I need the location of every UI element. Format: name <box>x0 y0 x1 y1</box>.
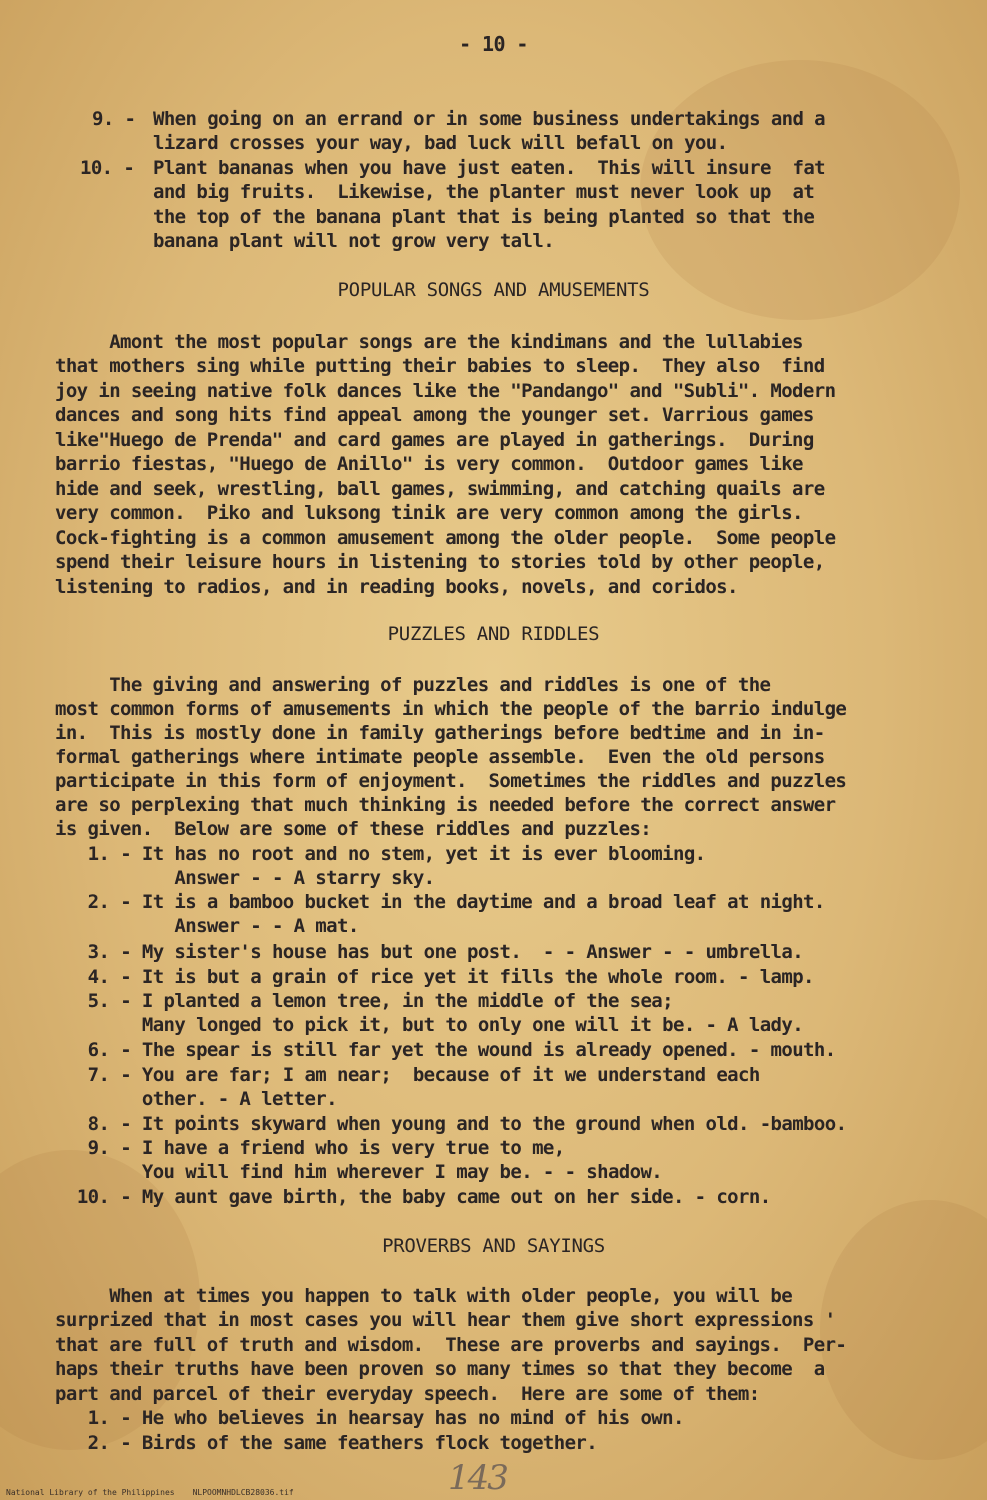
riddle-answer: Answer - - A starry sky. <box>66 867 435 889</box>
riddle-line: 6. - The spear is still far yet the wound is already opened. - mouth. <box>66 1039 836 1061</box>
paragraph-line: dances and song hits find appeal among the younger set. Varrious games <box>55 404 814 426</box>
paragraph-line: joy in seeing native folk dances like the "Pandango" and "Subli". Modern <box>55 380 836 402</box>
paragraph-line: like"Huego de Prenda" and card games are played in gatherings. During <box>55 429 814 451</box>
paragraph-line: that mothers sing while putting their babies to sleep. They also find <box>55 355 825 377</box>
riddle-answer: Answer - - A mat. <box>66 915 359 937</box>
paragraph-line: that are full of truth and wisdom. These are proverbs and sayings. Per- <box>55 1334 847 1356</box>
paragraph-line: most common forms of amusements in which the people of the barrio indulge <box>55 698 847 720</box>
paragraph-line: part and parcel of their everyday speech. Here are some of them: <box>55 1383 760 1405</box>
footer-library: National Library of the Philippines <box>6 1488 175 1497</box>
paragraph-line: very common. Piko and luksong tinik are very common among the girls. <box>55 502 803 524</box>
section-heading: PROVERBS AND SAYINGS <box>382 1235 605 1257</box>
paragraph-line: haps their truths have been proven so many times so that they become a <box>55 1358 825 1380</box>
paragraph-line: formal gatherings where intimate people assemble. Even the old persons <box>55 746 825 768</box>
riddle-line: 4. - It is but a grain of rice yet it fills the whole room. - lamp. <box>66 966 814 988</box>
page-number: - 10 - <box>459 32 528 56</box>
item-number: 10. - <box>80 157 135 179</box>
paragraph-line: Cock-fighting is a common amusement among the older people. Some people <box>55 527 836 549</box>
paragraph-line: hide and seek, wrestling, ball games, swimming, and catching quails are <box>55 478 825 500</box>
proverb-item: 2. - Birds of the same feathers flock together. <box>66 1432 598 1454</box>
paragraph-line: is given. Below are some of these riddles and puzzles: <box>55 818 652 840</box>
item-text: and big fruits. Likewise, the planter must never look up at <box>153 181 815 203</box>
paragraph-line: are so perplexing that much thinking is needed before the correct answer <box>55 794 836 816</box>
item-text: Plant bananas when you have just eaten. This will insure fat <box>153 157 826 179</box>
paragraph-line: listening to radios, and in reading books, novels, and coridos. <box>55 576 738 598</box>
riddle-line: 5. - I planted a lemon tree, in the middle of the sea; <box>66 990 673 1012</box>
paragraph-line: spend their leisure hours in listening to stories told by other people, <box>55 551 825 573</box>
section-heading: POPULAR SONGS AND AMUSEMENTS <box>337 279 650 301</box>
handwritten-page-mark: 143 <box>448 1458 507 1498</box>
item-text: When going on an errand or in some business undertakings and a <box>153 108 826 130</box>
paragraph-line: participate in this form of enjoyment. Sometimes the riddles and puzzles <box>55 770 847 792</box>
item-text: the top of the banana plant that is being planted so that the <box>153 206 815 228</box>
paragraph-line: barrio fiestas, "Huego de Anillo" is very common. Outdoor games like <box>55 453 803 475</box>
item-number: 9. - <box>92 108 136 130</box>
riddle-line: 3. - My sister's house has but one post. - - Answer - - umbrella. <box>66 941 804 963</box>
riddle-line: other. - A letter. <box>66 1088 337 1110</box>
riddle-line: 1. - It has no root and no stem, yet it is ever blooming. <box>66 843 706 865</box>
paragraph-line: When at times you happen to talk with older people, you will be <box>55 1285 793 1307</box>
riddle-line: 9. - I have a friend who is very true to me, <box>66 1137 565 1159</box>
riddle-line: 7. - You are far; I am near; because of it we understand each <box>66 1064 760 1086</box>
paragraph-line: Amont the most popular songs are the kindimans and the lullabies <box>55 331 803 353</box>
riddle-line: 8. - It points skyward when young and to the ground when old. -bamboo. <box>66 1113 847 1135</box>
footer-filename: NLPOOMNHDLCB28036.tif <box>192 1488 294 1497</box>
riddle-line: You will find him wherever I may be. - - shadow. <box>66 1161 663 1183</box>
riddle-line: 10. - My aunt gave birth, the baby came out on her side. - corn. <box>66 1186 771 1208</box>
item-text: banana plant will not grow very tall. <box>153 230 555 252</box>
paragraph-line: The giving and answering of puzzles and riddles is one of the <box>55 674 771 696</box>
riddle-line: 2. - It is a bamboo bucket in the daytime and a broad leaf at night. <box>66 891 825 913</box>
section-heading: PUZZLES AND RIDDLES <box>387 623 600 645</box>
paragraph-line: surprized that in most cases you will hear them give short expressions ' <box>55 1309 836 1331</box>
paragraph-line: in. This is mostly done in family gatherings before bedtime and in in- <box>55 722 825 744</box>
riddle-line: Many longed to pick it, but to only one will it be. - A lady. <box>66 1014 804 1036</box>
proverb-item: 1. - He who believes in hearsay has no mind of his own. <box>66 1407 684 1429</box>
scan-footer <box>6 1488 312 1498</box>
item-text: lizard crosses your way, bad luck will befall on you. <box>153 132 728 154</box>
